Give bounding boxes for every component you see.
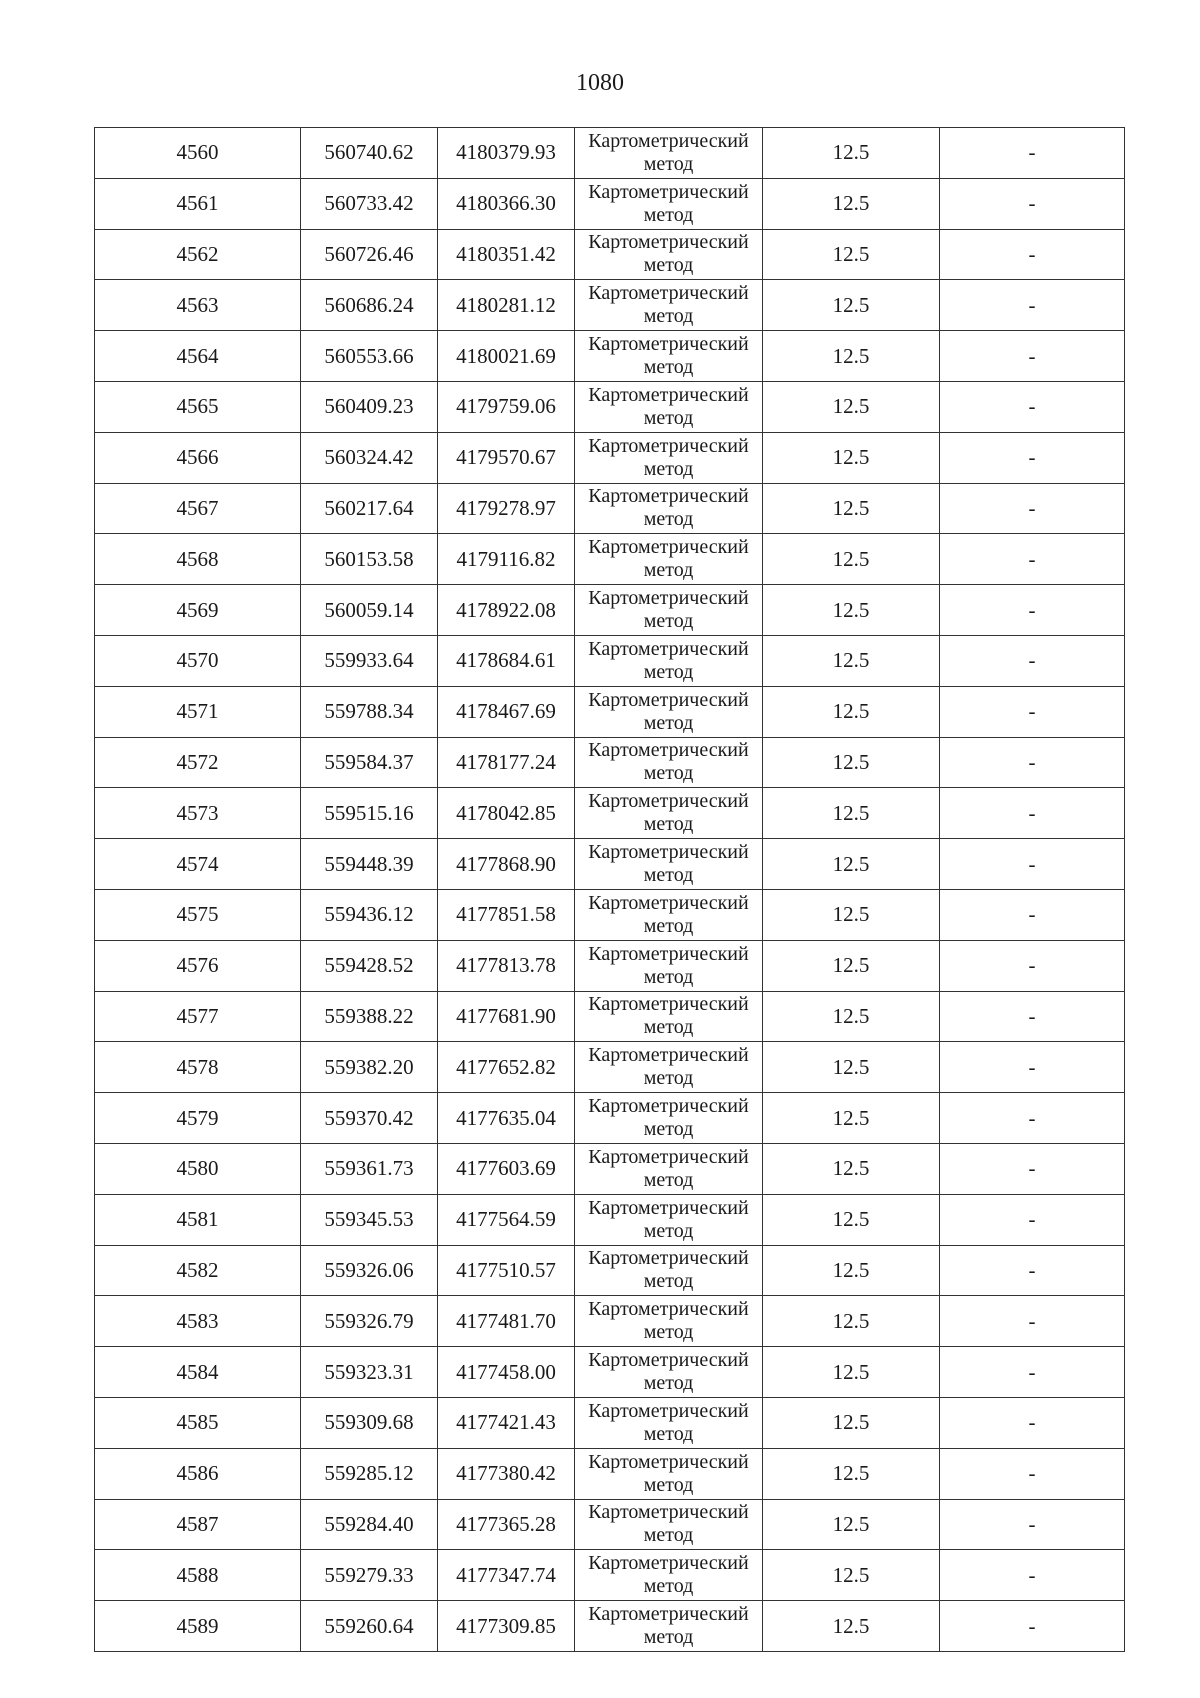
- method-line-2: метод: [643, 1168, 694, 1191]
- method-line-2: метод: [643, 406, 694, 429]
- method-cell: [575, 585, 763, 636]
- method-cell: [575, 128, 763, 179]
- y-coordinate-cell: 4180351.42: [438, 229, 575, 280]
- x-coordinate-cell: 559345.53: [301, 1194, 438, 1245]
- y-coordinate-cell: 4177481.70: [438, 1296, 575, 1347]
- x-coordinate-cell: 559279.33: [301, 1550, 438, 1601]
- y-coordinate-cell: 4179759.06: [438, 381, 575, 432]
- method-line-2: метод: [643, 965, 694, 988]
- method-line-2: метод: [643, 1219, 694, 1242]
- method-cell: [575, 1143, 763, 1194]
- accuracy-cell: 12.5: [763, 940, 940, 991]
- note-cell: -: [940, 635, 1125, 686]
- method-cell: [575, 635, 763, 686]
- method-line-2: метод: [643, 457, 694, 480]
- y-coordinate-cell: 4177309.85: [438, 1601, 575, 1652]
- note-cell: -: [940, 737, 1125, 788]
- accuracy-cell: 12.5: [763, 1042, 940, 1093]
- note-cell: -: [940, 788, 1125, 839]
- method-line-1: Картометрический: [588, 180, 749, 203]
- accuracy-cell: 12.5: [763, 534, 940, 585]
- y-coordinate-cell: 4177380.42: [438, 1448, 575, 1499]
- x-coordinate-cell: 560733.42: [301, 178, 438, 229]
- method-cell: [575, 331, 763, 382]
- method-line-1: Картометрический: [588, 688, 749, 711]
- method-line-2: метод: [643, 914, 694, 937]
- accuracy-cell: 12.5: [763, 1347, 940, 1398]
- y-coordinate-cell: 4177851.58: [438, 889, 575, 940]
- method-cell: [575, 788, 763, 839]
- note-cell: -: [940, 889, 1125, 940]
- method-cell: [575, 839, 763, 890]
- table-row: [95, 483, 1125, 534]
- point-number-cell: 4582: [95, 1245, 301, 1296]
- method-line-2: метод: [643, 356, 694, 379]
- accuracy-cell: 12.5: [763, 991, 940, 1042]
- method-line-2: метод: [643, 1575, 694, 1598]
- method-line-2: метод: [643, 1473, 694, 1496]
- method-cell: [575, 991, 763, 1042]
- note-cell: -: [940, 331, 1125, 382]
- method-line-1: Картометрический: [588, 1552, 749, 1575]
- method-line-1: Картометрический: [588, 536, 749, 559]
- note-cell: -: [940, 1143, 1125, 1194]
- method-line-1: Картометрический: [588, 1450, 749, 1473]
- method-line-2: метод: [643, 711, 694, 734]
- y-coordinate-cell: 4177868.90: [438, 839, 575, 890]
- x-coordinate-cell: 560409.23: [301, 381, 438, 432]
- x-coordinate-cell: 559448.39: [301, 839, 438, 890]
- x-coordinate-cell: 560553.66: [301, 331, 438, 382]
- y-coordinate-cell: 4178467.69: [438, 686, 575, 737]
- accuracy-cell: 12.5: [763, 381, 940, 432]
- y-coordinate-cell: 4180379.93: [438, 128, 575, 179]
- point-number-cell: 4571: [95, 686, 301, 737]
- point-number-cell: 4580: [95, 1143, 301, 1194]
- y-coordinate-cell: 4177347.74: [438, 1550, 575, 1601]
- table-row: [95, 178, 1125, 229]
- method-line-2: метод: [643, 1016, 694, 1039]
- method-line-2: метод: [643, 1067, 694, 1090]
- point-number-cell: 4577: [95, 991, 301, 1042]
- note-cell: -: [940, 1042, 1125, 1093]
- method-line-1: Картометрический: [588, 841, 749, 864]
- method-line-1: Картометрический: [588, 1349, 749, 1372]
- table-row: [95, 1601, 1125, 1652]
- method-line-2: метод: [643, 1626, 694, 1648]
- method-cell: [575, 534, 763, 585]
- x-coordinate-cell: 560217.64: [301, 483, 438, 534]
- y-coordinate-cell: 4177564.59: [438, 1194, 575, 1245]
- method-line-2: метод: [643, 1321, 694, 1344]
- method-line-1: Картометрический: [588, 282, 749, 305]
- table-row: [95, 534, 1125, 585]
- accuracy-cell: 12.5: [763, 1245, 940, 1296]
- method-line-1: Картометрический: [588, 1196, 749, 1219]
- method-line-1: Картометрический: [588, 1145, 749, 1168]
- y-coordinate-cell: 4177421.43: [438, 1397, 575, 1448]
- point-number-cell: 4581: [95, 1194, 301, 1245]
- method-line-1: Картометрический: [588, 1501, 749, 1524]
- point-number-cell: 4583: [95, 1296, 301, 1347]
- method-cell: [575, 1499, 763, 1550]
- note-cell: -: [940, 1550, 1125, 1601]
- method-line-2: метод: [643, 203, 694, 226]
- accuracy-cell: 12.5: [763, 229, 940, 280]
- y-coordinate-cell: 4177635.04: [438, 1093, 575, 1144]
- table-row: [95, 686, 1125, 737]
- method-line-2: метод: [643, 559, 694, 582]
- method-line-1: Картометрический: [588, 1399, 749, 1422]
- accuracy-cell: 12.5: [763, 1550, 940, 1601]
- note-cell: -: [940, 432, 1125, 483]
- method-line-2: метод: [643, 1524, 694, 1547]
- method-line-1: Картометрический: [588, 1044, 749, 1067]
- method-line-2: метод: [643, 1118, 694, 1141]
- method-cell: [575, 1448, 763, 1499]
- method-line-2: метод: [643, 1372, 694, 1395]
- point-number-cell: 4576: [95, 940, 301, 991]
- table-row: [95, 1448, 1125, 1499]
- method-cell: [575, 1093, 763, 1144]
- point-number-cell: 4589: [95, 1601, 301, 1652]
- x-coordinate-cell: 559382.20: [301, 1042, 438, 1093]
- point-number-cell: 4569: [95, 585, 301, 636]
- x-coordinate-cell: 560726.46: [301, 229, 438, 280]
- method-line-1: Картометрический: [588, 434, 749, 457]
- point-number-cell: 4561: [95, 178, 301, 229]
- method-line-1: Картометрический: [588, 129, 749, 152]
- x-coordinate-cell: 559284.40: [301, 1499, 438, 1550]
- method-cell: [575, 1397, 763, 1448]
- method-line-1: Картометрический: [588, 891, 749, 914]
- table-row: [95, 432, 1125, 483]
- x-coordinate-cell: 559428.52: [301, 940, 438, 991]
- point-number-cell: 4588: [95, 1550, 301, 1601]
- method-line-1: Картометрический: [588, 993, 749, 1016]
- point-number-cell: 4564: [95, 331, 301, 382]
- note-cell: -: [940, 381, 1125, 432]
- note-cell: -: [940, 534, 1125, 585]
- method-line-2: метод: [643, 1422, 694, 1445]
- method-line-2: метод: [643, 1270, 694, 1293]
- point-number-cell: 4586: [95, 1448, 301, 1499]
- method-line-2: метод: [643, 813, 694, 836]
- method-line-2: метод: [643, 762, 694, 785]
- note-cell: -: [940, 229, 1125, 280]
- y-coordinate-cell: 4179116.82: [438, 534, 575, 585]
- table-row: [95, 1347, 1125, 1398]
- method-line-1: Картометрический: [588, 1603, 749, 1625]
- method-line-1: Картометрический: [588, 383, 749, 406]
- accuracy-cell: 12.5: [763, 686, 940, 737]
- y-coordinate-cell: 4178922.08: [438, 585, 575, 636]
- table-row: [95, 229, 1125, 280]
- point-number-cell: 4566: [95, 432, 301, 483]
- point-number-cell: 4562: [95, 229, 301, 280]
- method-cell: [575, 1550, 763, 1601]
- point-number-cell: 4575: [95, 889, 301, 940]
- method-cell: [575, 1042, 763, 1093]
- table-row: [95, 839, 1125, 890]
- method-line-1: Картометрический: [588, 942, 749, 965]
- y-coordinate-cell: 4177365.28: [438, 1499, 575, 1550]
- x-coordinate-cell: 559285.12: [301, 1448, 438, 1499]
- method-line-1: Картометрический: [588, 637, 749, 660]
- note-cell: -: [940, 1296, 1125, 1347]
- table-row: [95, 1550, 1125, 1601]
- y-coordinate-cell: 4180366.30: [438, 178, 575, 229]
- accuracy-cell: 12.5: [763, 1397, 940, 1448]
- x-coordinate-cell: 560686.24: [301, 280, 438, 331]
- note-cell: -: [940, 280, 1125, 331]
- y-coordinate-cell: 4180281.12: [438, 280, 575, 331]
- method-line-2: метод: [643, 305, 694, 328]
- y-coordinate-cell: 4179278.97: [438, 483, 575, 534]
- accuracy-cell: 12.5: [763, 483, 940, 534]
- method-line-1: Картометрический: [588, 333, 749, 356]
- method-cell: [575, 1296, 763, 1347]
- accuracy-cell: 12.5: [763, 788, 940, 839]
- method-cell: [575, 1601, 763, 1652]
- accuracy-cell: 12.5: [763, 1499, 940, 1550]
- method-line-2: метод: [643, 660, 694, 683]
- y-coordinate-cell: 4178042.85: [438, 788, 575, 839]
- method-cell: [575, 432, 763, 483]
- table-row: [95, 889, 1125, 940]
- note-cell: -: [940, 991, 1125, 1042]
- x-coordinate-cell: 559260.64: [301, 1601, 438, 1652]
- point-number-cell: 4565: [95, 381, 301, 432]
- table-row: [95, 1194, 1125, 1245]
- table-row: [95, 1143, 1125, 1194]
- x-coordinate-cell: 560324.42: [301, 432, 438, 483]
- note-cell: -: [940, 1397, 1125, 1448]
- method-cell: [575, 1245, 763, 1296]
- note-cell: -: [940, 1245, 1125, 1296]
- accuracy-cell: 12.5: [763, 635, 940, 686]
- x-coordinate-cell: 559436.12: [301, 889, 438, 940]
- method-cell: [575, 889, 763, 940]
- method-cell: [575, 1347, 763, 1398]
- accuracy-cell: 12.5: [763, 1448, 940, 1499]
- method-line-1: Картометрический: [588, 587, 749, 610]
- accuracy-cell: 12.5: [763, 178, 940, 229]
- method-cell: [575, 1194, 763, 1245]
- method-cell: [575, 381, 763, 432]
- table-row: [95, 1397, 1125, 1448]
- note-cell: -: [940, 1448, 1125, 1499]
- note-cell: -: [940, 686, 1125, 737]
- accuracy-cell: 12.5: [763, 1194, 940, 1245]
- x-coordinate-cell: 559361.73: [301, 1143, 438, 1194]
- method-line-1: Картометрический: [588, 1298, 749, 1321]
- method-cell: [575, 686, 763, 737]
- y-coordinate-cell: 4177652.82: [438, 1042, 575, 1093]
- table-row: [95, 1042, 1125, 1093]
- point-number-cell: 4563: [95, 280, 301, 331]
- table-row: [95, 737, 1125, 788]
- method-line-2: метод: [643, 610, 694, 633]
- x-coordinate-cell: 559370.42: [301, 1093, 438, 1144]
- x-coordinate-cell: 559584.37: [301, 737, 438, 788]
- note-cell: -: [940, 940, 1125, 991]
- table-row: [95, 331, 1125, 382]
- table-row: [95, 280, 1125, 331]
- point-number-cell: 4560: [95, 128, 301, 179]
- accuracy-cell: 12.5: [763, 737, 940, 788]
- x-coordinate-cell: 559933.64: [301, 635, 438, 686]
- x-coordinate-cell: 559388.22: [301, 991, 438, 1042]
- point-number-cell: 4587: [95, 1499, 301, 1550]
- x-coordinate-cell: 559788.34: [301, 686, 438, 737]
- method-line-2: метод: [643, 152, 694, 175]
- table-row: [95, 991, 1125, 1042]
- accuracy-cell: 12.5: [763, 1601, 940, 1652]
- note-cell: -: [940, 1499, 1125, 1550]
- accuracy-cell: 12.5: [763, 1143, 940, 1194]
- note-cell: -: [940, 839, 1125, 890]
- point-number-cell: 4579: [95, 1093, 301, 1144]
- x-coordinate-cell: 559323.31: [301, 1347, 438, 1398]
- y-coordinate-cell: 4177603.69: [438, 1143, 575, 1194]
- note-cell: -: [940, 483, 1125, 534]
- method-cell: [575, 280, 763, 331]
- x-coordinate-cell: 559326.79: [301, 1296, 438, 1347]
- method-cell: [575, 229, 763, 280]
- note-cell: -: [940, 128, 1125, 179]
- method-line-2: метод: [643, 864, 694, 887]
- x-coordinate-cell: 560153.58: [301, 534, 438, 585]
- table-row: [95, 635, 1125, 686]
- point-number-cell: 4573: [95, 788, 301, 839]
- y-coordinate-cell: 4177681.90: [438, 991, 575, 1042]
- point-number-cell: 4568: [95, 534, 301, 585]
- point-number-cell: 4570: [95, 635, 301, 686]
- x-coordinate-cell: 559515.16: [301, 788, 438, 839]
- table-row: [95, 1296, 1125, 1347]
- method-line-1: Картометрический: [588, 739, 749, 762]
- accuracy-cell: 12.5: [763, 889, 940, 940]
- y-coordinate-cell: 4180021.69: [438, 331, 575, 382]
- note-cell: -: [940, 1601, 1125, 1652]
- note-cell: -: [940, 1093, 1125, 1144]
- note-cell: -: [940, 1194, 1125, 1245]
- coordinates-table: [94, 127, 1125, 1652]
- method-line-1: Картометрический: [588, 485, 749, 508]
- table-row: [95, 128, 1125, 179]
- method-line-1: Картометрический: [588, 790, 749, 813]
- accuracy-cell: 12.5: [763, 432, 940, 483]
- table-row: [95, 1245, 1125, 1296]
- y-coordinate-cell: 4178684.61: [438, 635, 575, 686]
- table-row: [95, 788, 1125, 839]
- y-coordinate-cell: 4177510.57: [438, 1245, 575, 1296]
- accuracy-cell: 12.5: [763, 1093, 940, 1144]
- table-row: [95, 1093, 1125, 1144]
- y-coordinate-cell: 4178177.24: [438, 737, 575, 788]
- method-line-1: Картометрический: [588, 1247, 749, 1270]
- accuracy-cell: 12.5: [763, 331, 940, 382]
- x-coordinate-cell: 560740.62: [301, 128, 438, 179]
- table-row: [95, 585, 1125, 636]
- accuracy-cell: 12.5: [763, 1296, 940, 1347]
- y-coordinate-cell: 4179570.67: [438, 432, 575, 483]
- table-row: [95, 940, 1125, 991]
- x-coordinate-cell: 559326.06: [301, 1245, 438, 1296]
- point-number-cell: 4567: [95, 483, 301, 534]
- note-cell: -: [940, 178, 1125, 229]
- accuracy-cell: 12.5: [763, 839, 940, 890]
- x-coordinate-cell: 560059.14: [301, 585, 438, 636]
- method-cell: [575, 737, 763, 788]
- y-coordinate-cell: 4177458.00: [438, 1347, 575, 1398]
- method-line-2: метод: [643, 508, 694, 531]
- y-coordinate-cell: 4177813.78: [438, 940, 575, 991]
- method-line-2: метод: [643, 254, 694, 277]
- note-cell: -: [940, 585, 1125, 636]
- table-row: [95, 1499, 1125, 1550]
- page-number: 1080: [576, 70, 624, 96]
- x-coordinate-cell: 559309.68: [301, 1397, 438, 1448]
- coordinates-table-body: [95, 128, 1125, 1652]
- table-row: [95, 381, 1125, 432]
- note-cell: -: [940, 1347, 1125, 1398]
- point-number-cell: 4572: [95, 737, 301, 788]
- method-cell: [575, 483, 763, 534]
- point-number-cell: 4584: [95, 1347, 301, 1398]
- method-line-1: Картометрический: [588, 1095, 749, 1118]
- point-number-cell: 4585: [95, 1397, 301, 1448]
- point-number-cell: 4578: [95, 1042, 301, 1093]
- point-number-cell: 4574: [95, 839, 301, 890]
- method-line-1: Картометрический: [588, 231, 749, 254]
- method-cell: [575, 178, 763, 229]
- accuracy-cell: 12.5: [763, 128, 940, 179]
- accuracy-cell: 12.5: [763, 280, 940, 331]
- method-cell: [575, 940, 763, 991]
- accuracy-cell: 12.5: [763, 585, 940, 636]
